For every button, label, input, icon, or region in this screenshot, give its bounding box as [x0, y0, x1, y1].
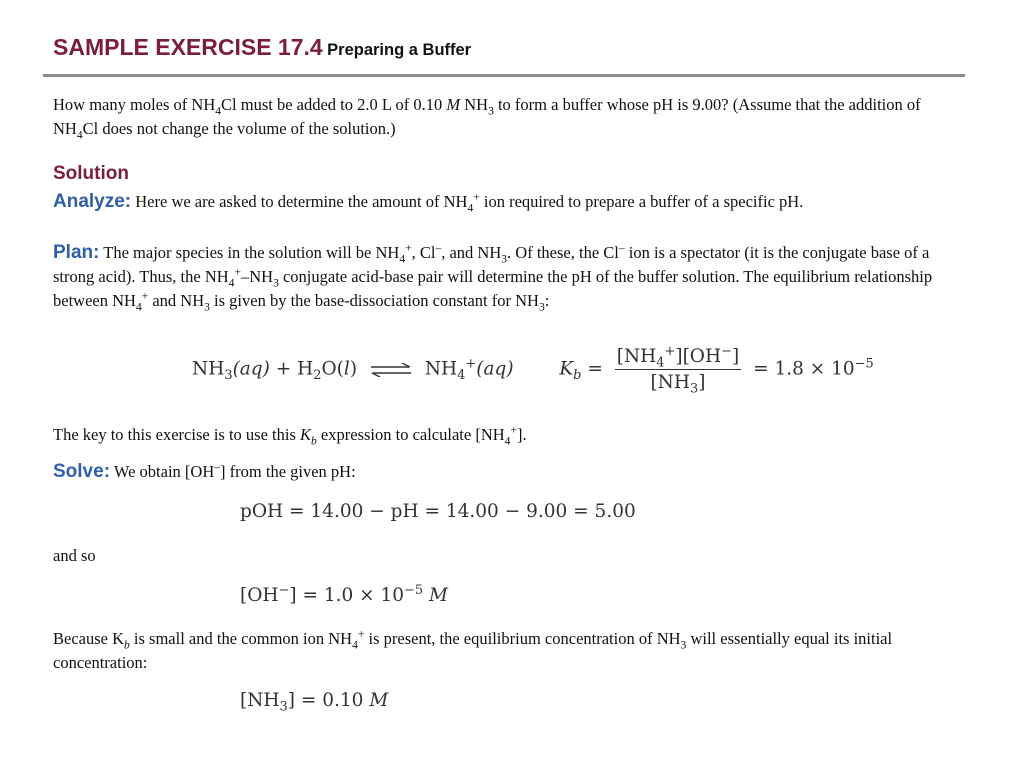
because-paragraph: Because $K_b$ is small and the common ion $NH_4^+$ is present, the equilibrium concentration of $NH_3$ will essentially equal its initial concentration:: [53, 628, 893, 672]
oh-concentration-equation: $[OH^-] = 1.0 \times 10^{-5}$ M: [240, 582, 448, 606]
poh-equation: pOH = 14.00 − pH = 14.00 − 9.00 = 5.00: [240, 501, 636, 522]
exercise-title: [53, 34, 471, 61]
equilibrium-equation: $NH_3(aq) + H_2O(l)$ $NH_4^+(aq) K_b$ = $\frac{[NH_4^+][OH^-]}{[NH_3]}$ = $1.8 \times 10^{-5}$: [192, 343, 874, 397]
title-divider: [43, 74, 965, 77]
solution-heading: Solution: [53, 163, 129, 184]
exercise-number: SAMPLE EXERCISE 17.4: [53, 34, 323, 60]
exercise-topic: Preparing a Buffer: [327, 41, 472, 59]
nh3-concentration-equation: $[NH_3] = 0.10$ M: [240, 690, 389, 715]
key-paragraph: The key to this exercise is to use this $K_b$ expression to calculate $[NH_4^+]$.: [53, 424, 527, 448]
plan-paragraph: Plan: The major species in the solution will be $NH_4^+$, Cl–, and $NH_3$. Of these, the Cl– ion is a spectator (it is the conjugate base of a strong acid). Thus, the $NH_4^+-NH_3$ conjugate acid-base pair will determine the pH of the buffer solution. The equilibrium relationship between $NH_4^+$ and $NH_3$ is given by the base-dissociation constant for $NH_3$:: [53, 242, 933, 314]
plan-label: Plan:: [53, 242, 100, 263]
equilibrium-arrows-icon: [369, 363, 413, 377]
and-so-text: and so: [53, 546, 96, 565]
analyze-label: Analyze:: [53, 191, 132, 212]
solve-paragraph: Solve: We obtain [OH–] from the given pH:: [53, 461, 356, 482]
analyze-paragraph: Analyze: Here we are asked to determine the amount of $NH_4^+$ ion required to prepare a buffer of a specific pH.: [53, 191, 804, 215]
solve-label: Solve:: [53, 461, 111, 482]
question-text: How many moles of $NH_4Cl$ must be added to 2.0 L of 0.10 M $NH_3$ to form a buffer whose pH is 9.00? (Assume that the addition of $NH_4Cl$ does not change the volume of the solution.): [53, 95, 921, 142]
kb-fraction: $\frac{[NH_4^+][OH^-]}{[NH_3]}$: [616, 343, 740, 397]
